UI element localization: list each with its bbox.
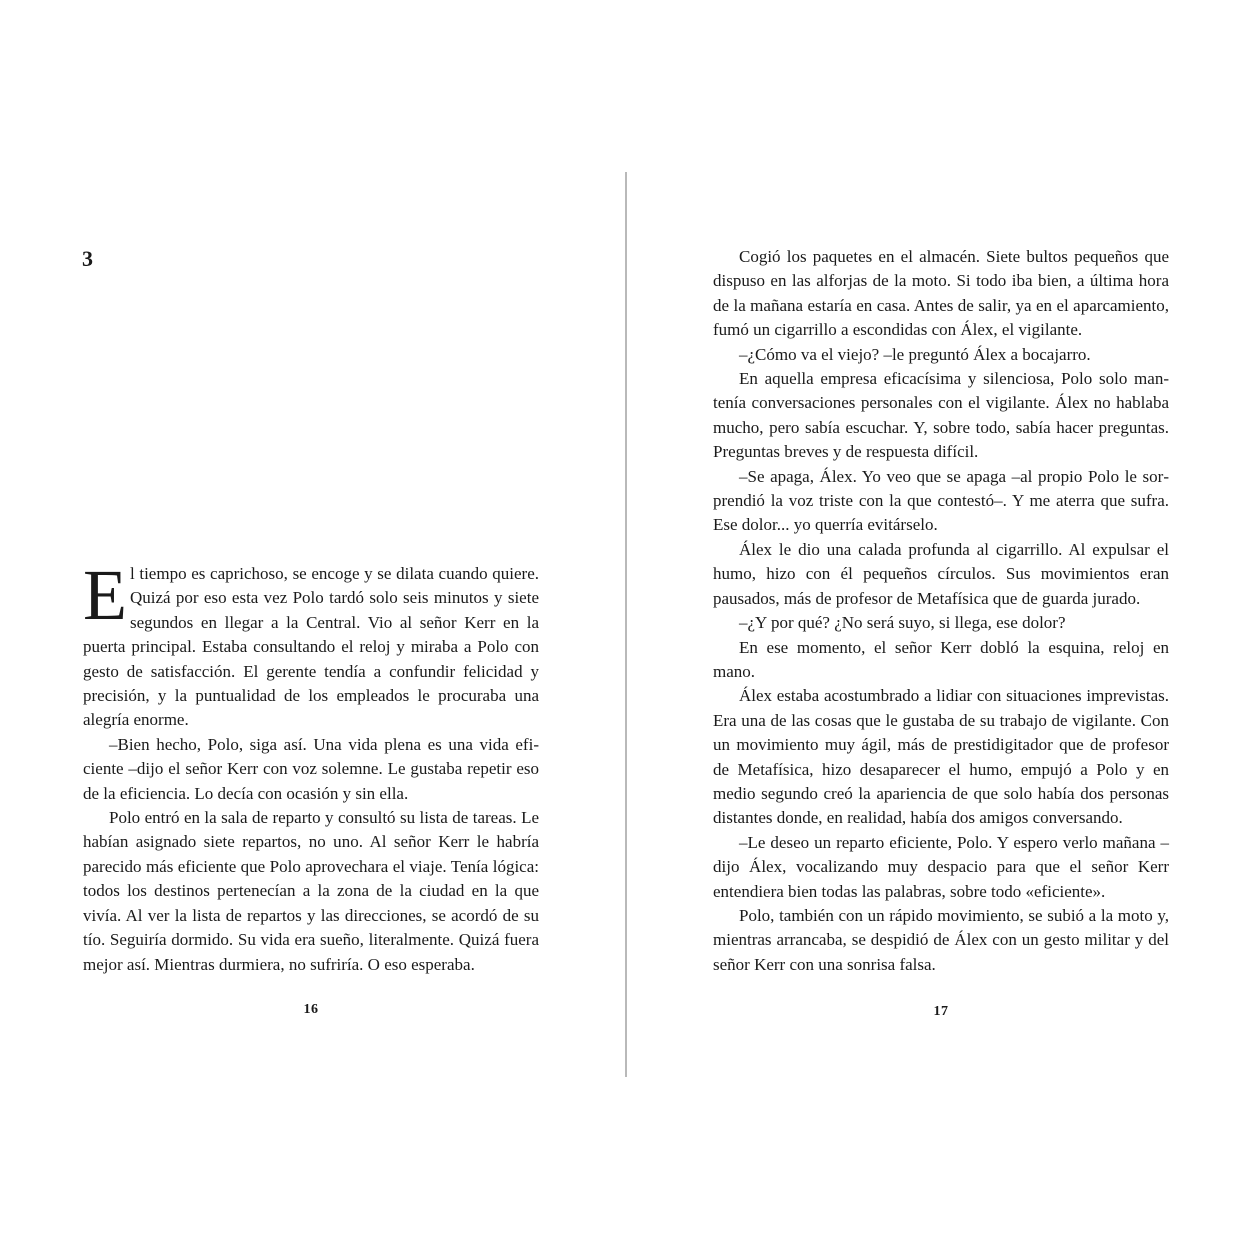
paragraph: Cogió los paquetes en el almacén. Siete bultos pequeños que dispuso en las alforjas de la moto. Si todo iba bien, a última hora de la mañana estaría en casa. Antes de salir, ya en el aparcamiento, fumó un cigarrillo a escondidas con Álex, el vigilante. [713, 247, 1169, 340]
paragraph: –¿Y por qué? ¿No será suyo, si llega, ese dolor? [739, 613, 1066, 633]
book-gutter [625, 172, 627, 1077]
paragraph [83, 555, 539, 733]
drop-cap: E [83, 555, 127, 635]
paragraph: Polo, también con un rápido movimiento, se subió a la moto y, mientras arrancaba, se despidió de Álex con un gesto militar y del señor Kerr con una sonrisa falsa. [713, 905, 1169, 974]
page-number-left: 16 [303, 1002, 319, 1017]
page-number-right: 17 [933, 1004, 949, 1019]
paragraph: En ese momento, el señor Kerr dobló la esquina, reloj en mano. [713, 637, 1169, 681]
paragraph: Álex le dio una calada profunda al cigarrillo. Al expulsar el humo, hizo con él pequeños círculos. Sus movimientos eran pausados, más de profesor de Metafísica que de guarda jurado. [713, 539, 1169, 608]
right-page-text [713, 245, 1169, 977]
paragraph: –Le deseo un reparto eficiente, Polo. Y espero verlo mañana –dijo Álex, vocalizando muy despacio para que el señor Kerr entendiera bien todas las palabras, sobre todo «eficiente». [713, 832, 1169, 901]
left-page-text [83, 555, 539, 977]
paragraph: –Bien hecho, Polo, siga así. Una vida plena es una vida eficiente –dijo el señor Kerr con voz solemne. Le gustaba repetir eso de la eficiencia. Lo decía con ocasión y sin ella. [83, 734, 539, 803]
paragraph-text: l tiempo es caprichoso, se encoge y se dilata cuando quiere. Quizá por eso esta vez Polo tardó solo seis minutos y siete segundos en llegar a la Central. Vio al señor Kerr en la puerta principal. Estaba consultando el reloj y miraba a Polo con gesto de satisfacción. El gerente tendía a confundir felicidad y precisión, y la puntualidad de los empleados le procuraba una alegría enorme. [83, 564, 539, 730]
paragraph: En aquella empresa eficacísima y silenciosa, Polo solo mantenía conversaciones personales con el vigilante. Álex no hablaba mucho, pero sabía escuchar. Y, sobre todo, sabía hacer preguntas. Preguntas breves y de respuesta difícil. [713, 369, 1169, 462]
chapter-number: 3 [82, 246, 93, 271]
paragraph: –Se apaga, Álex. Yo veo que se apaga –al propio Polo le sorprendió la voz triste con la que contestó–. Y me aterra que sufra. Ese dolor... yo querría evitárselo. [713, 466, 1169, 535]
paragraph: Polo entró en la sala de reparto y consultó su lista de tareas. Le habían asignado siete repartos, no uno. Al señor Kerr le habría parecido más eficiente que Polo aprovechara el viaje. Tenía lógica: todos los destinos pertenecían a la zona de la ciudad en la que vivía. Al ver la lista de repartos y las direcciones, se acordó de su tío. Seguiría dormido. Su vida era sueño, literalmente. Quizá fuera mejor así. Mientras durmiera, no sufriría. O eso esperaba. [83, 808, 539, 974]
paragraph: Álex estaba acostumbrado a lidiar con situaciones imprevistas. Era una de las cosas que le gustaba de su trabajo de vigilante. Con un movimiento muy ágil, más de prestidigitador que de profesor de Metafísica, hizo desaparecer el humo, empujó a Polo y en medio segundo creó la apariencia de que solo había dos personas distantes donde, en realidad, había dos amigos conversando. [713, 686, 1169, 828]
paragraph: –¿Cómo va el viejo? –le preguntó Álex a bocajarro. [739, 344, 1091, 364]
